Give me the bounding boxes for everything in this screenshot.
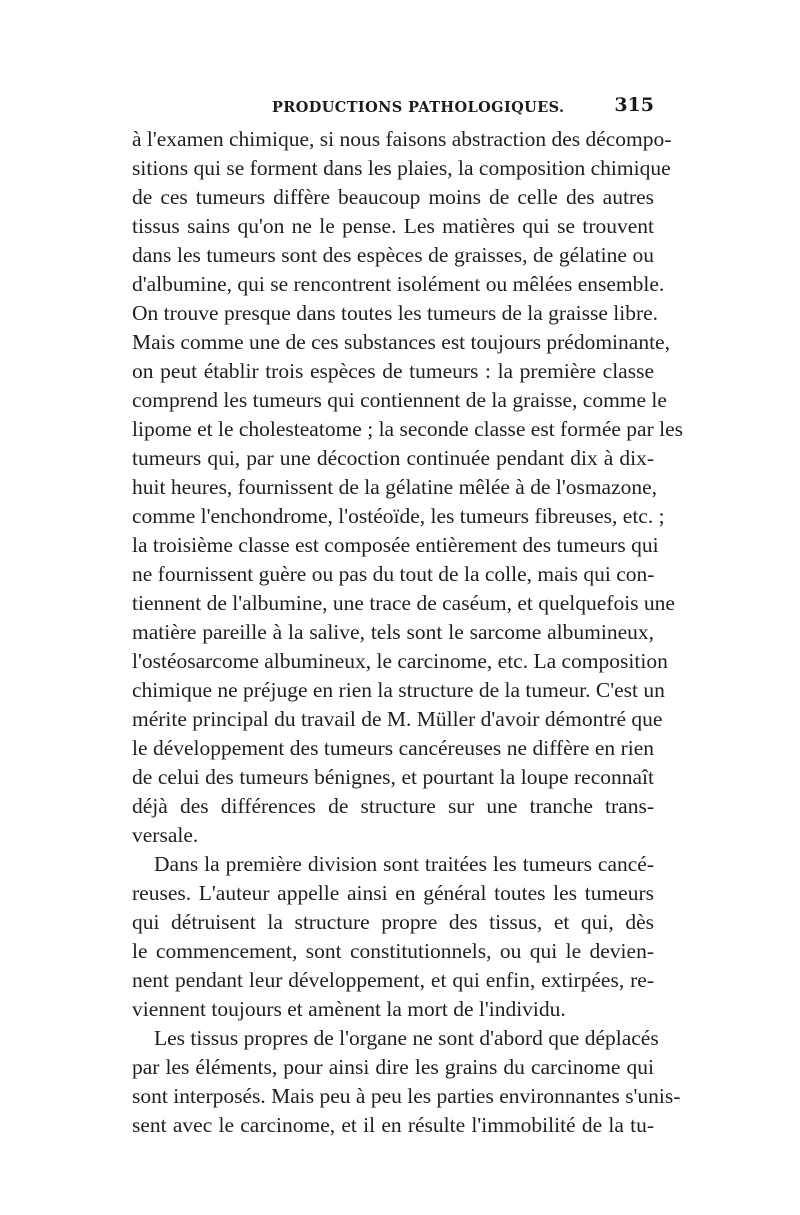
text-line: huit heures, fournissent de la gélatine mêlée à de l'osmazone, (132, 475, 658, 499)
paragraph-first-line: Dans la première division sont traitées les tumeurs cancé- (154, 852, 654, 876)
text-line: qui détruisent la structure propre des tissus, et qui, dès (132, 910, 654, 934)
text-line: de celui des tumeurs bénignes, et pourtant la loupe reconnaît (132, 765, 654, 789)
text-line: comprend les tumeurs qui contiennent de la graisse, comme le (132, 388, 667, 412)
text-line: On trouve presque dans toutes les tumeurs de la graisse libre. (132, 301, 659, 325)
text-line: mérite principal du travail de M. Müller d'avoir démontré que (132, 707, 663, 731)
text-line: tissus sains qu'on ne le pense. Les matières qui se trouvent (132, 214, 654, 238)
text-line: sitions qui se forment dans les plaies, la composition chimique (132, 156, 671, 180)
text-line: versale. (132, 823, 199, 847)
paragraph-first-line: Les tissus propres de l'organe ne sont d'abord que déplacés (154, 1026, 659, 1050)
text-line: chimique ne préjuge en rien la structure de la tumeur. C'est un (132, 678, 665, 702)
page-number: 315 (614, 94, 654, 116)
text-line: sent avec le carcinome, et il en résulte l'immobilité de la tu- (132, 1113, 654, 1137)
text-line: lipome et le cholesteatome ; la seconde classe est formée par les (132, 417, 684, 441)
text-line: dans les tumeurs sont des espèces de graisses, de gélatine ou (132, 243, 654, 267)
text-line: tiennent de l'albumine, une trace de caséum, et quelquefois une (132, 591, 675, 615)
text-line: sont interposés. Mais peu à peu les parties environnantes s'unis- (132, 1084, 681, 1108)
text-line: le développement des tumeurs cancéreuses ne diffère en rien (132, 736, 654, 760)
text-line: tumeurs qui, par une décoction continuée pendant dix à dix- (132, 446, 654, 470)
running-head (132, 92, 654, 122)
text-line: la troisième classe est composée entièrement des tumeurs qui (132, 533, 659, 557)
text-line: l'ostéosarcome albumineux, le carcinome, etc. La composition (132, 649, 668, 673)
text-line: nent pendant leur développement, et qui enfin, extirpées, re- (132, 968, 654, 992)
text-line: d'albumine, qui se rencontrent isolément ou mêlées ensemble. (132, 272, 665, 296)
text-line: on peut établir trois espèces de tumeurs : la première classe (132, 359, 654, 383)
text-line: Mais comme une de ces substances est toujours prédominante, (132, 330, 670, 354)
running-title: PRODUCTIONS PATHOLOGIQUES. (272, 99, 565, 116)
text-line: par les éléments, pour ainsi dire les grains du carcinome qui (132, 1055, 654, 1079)
text-line: reuses. L'auteur appelle ainsi en général toutes les tumeurs (132, 881, 654, 905)
text-line: viennent toujours et amènent la mort de l'individu. (132, 997, 566, 1021)
text-line: matière pareille à la salive, tels sont le sarcome albumineux, (132, 620, 654, 644)
text-line: déjà des différences de structure sur une tranche trans- (132, 794, 654, 818)
text-line: comme l'enchondrome, l'ostéoïde, les tumeurs fibreuses, etc. ; (132, 504, 665, 528)
text-line: ne fournissent guère ou pas du tout de la colle, mais qui con- (132, 562, 655, 586)
text-line: de ces tumeurs diffère beaucoup moins de celle des autres (132, 185, 654, 209)
text-line: à l'examen chimique, si nous faisons abstraction des décompo- (132, 127, 672, 151)
text-line: le commencement, sont constitutionnels, ou qui le devien- (132, 939, 654, 963)
